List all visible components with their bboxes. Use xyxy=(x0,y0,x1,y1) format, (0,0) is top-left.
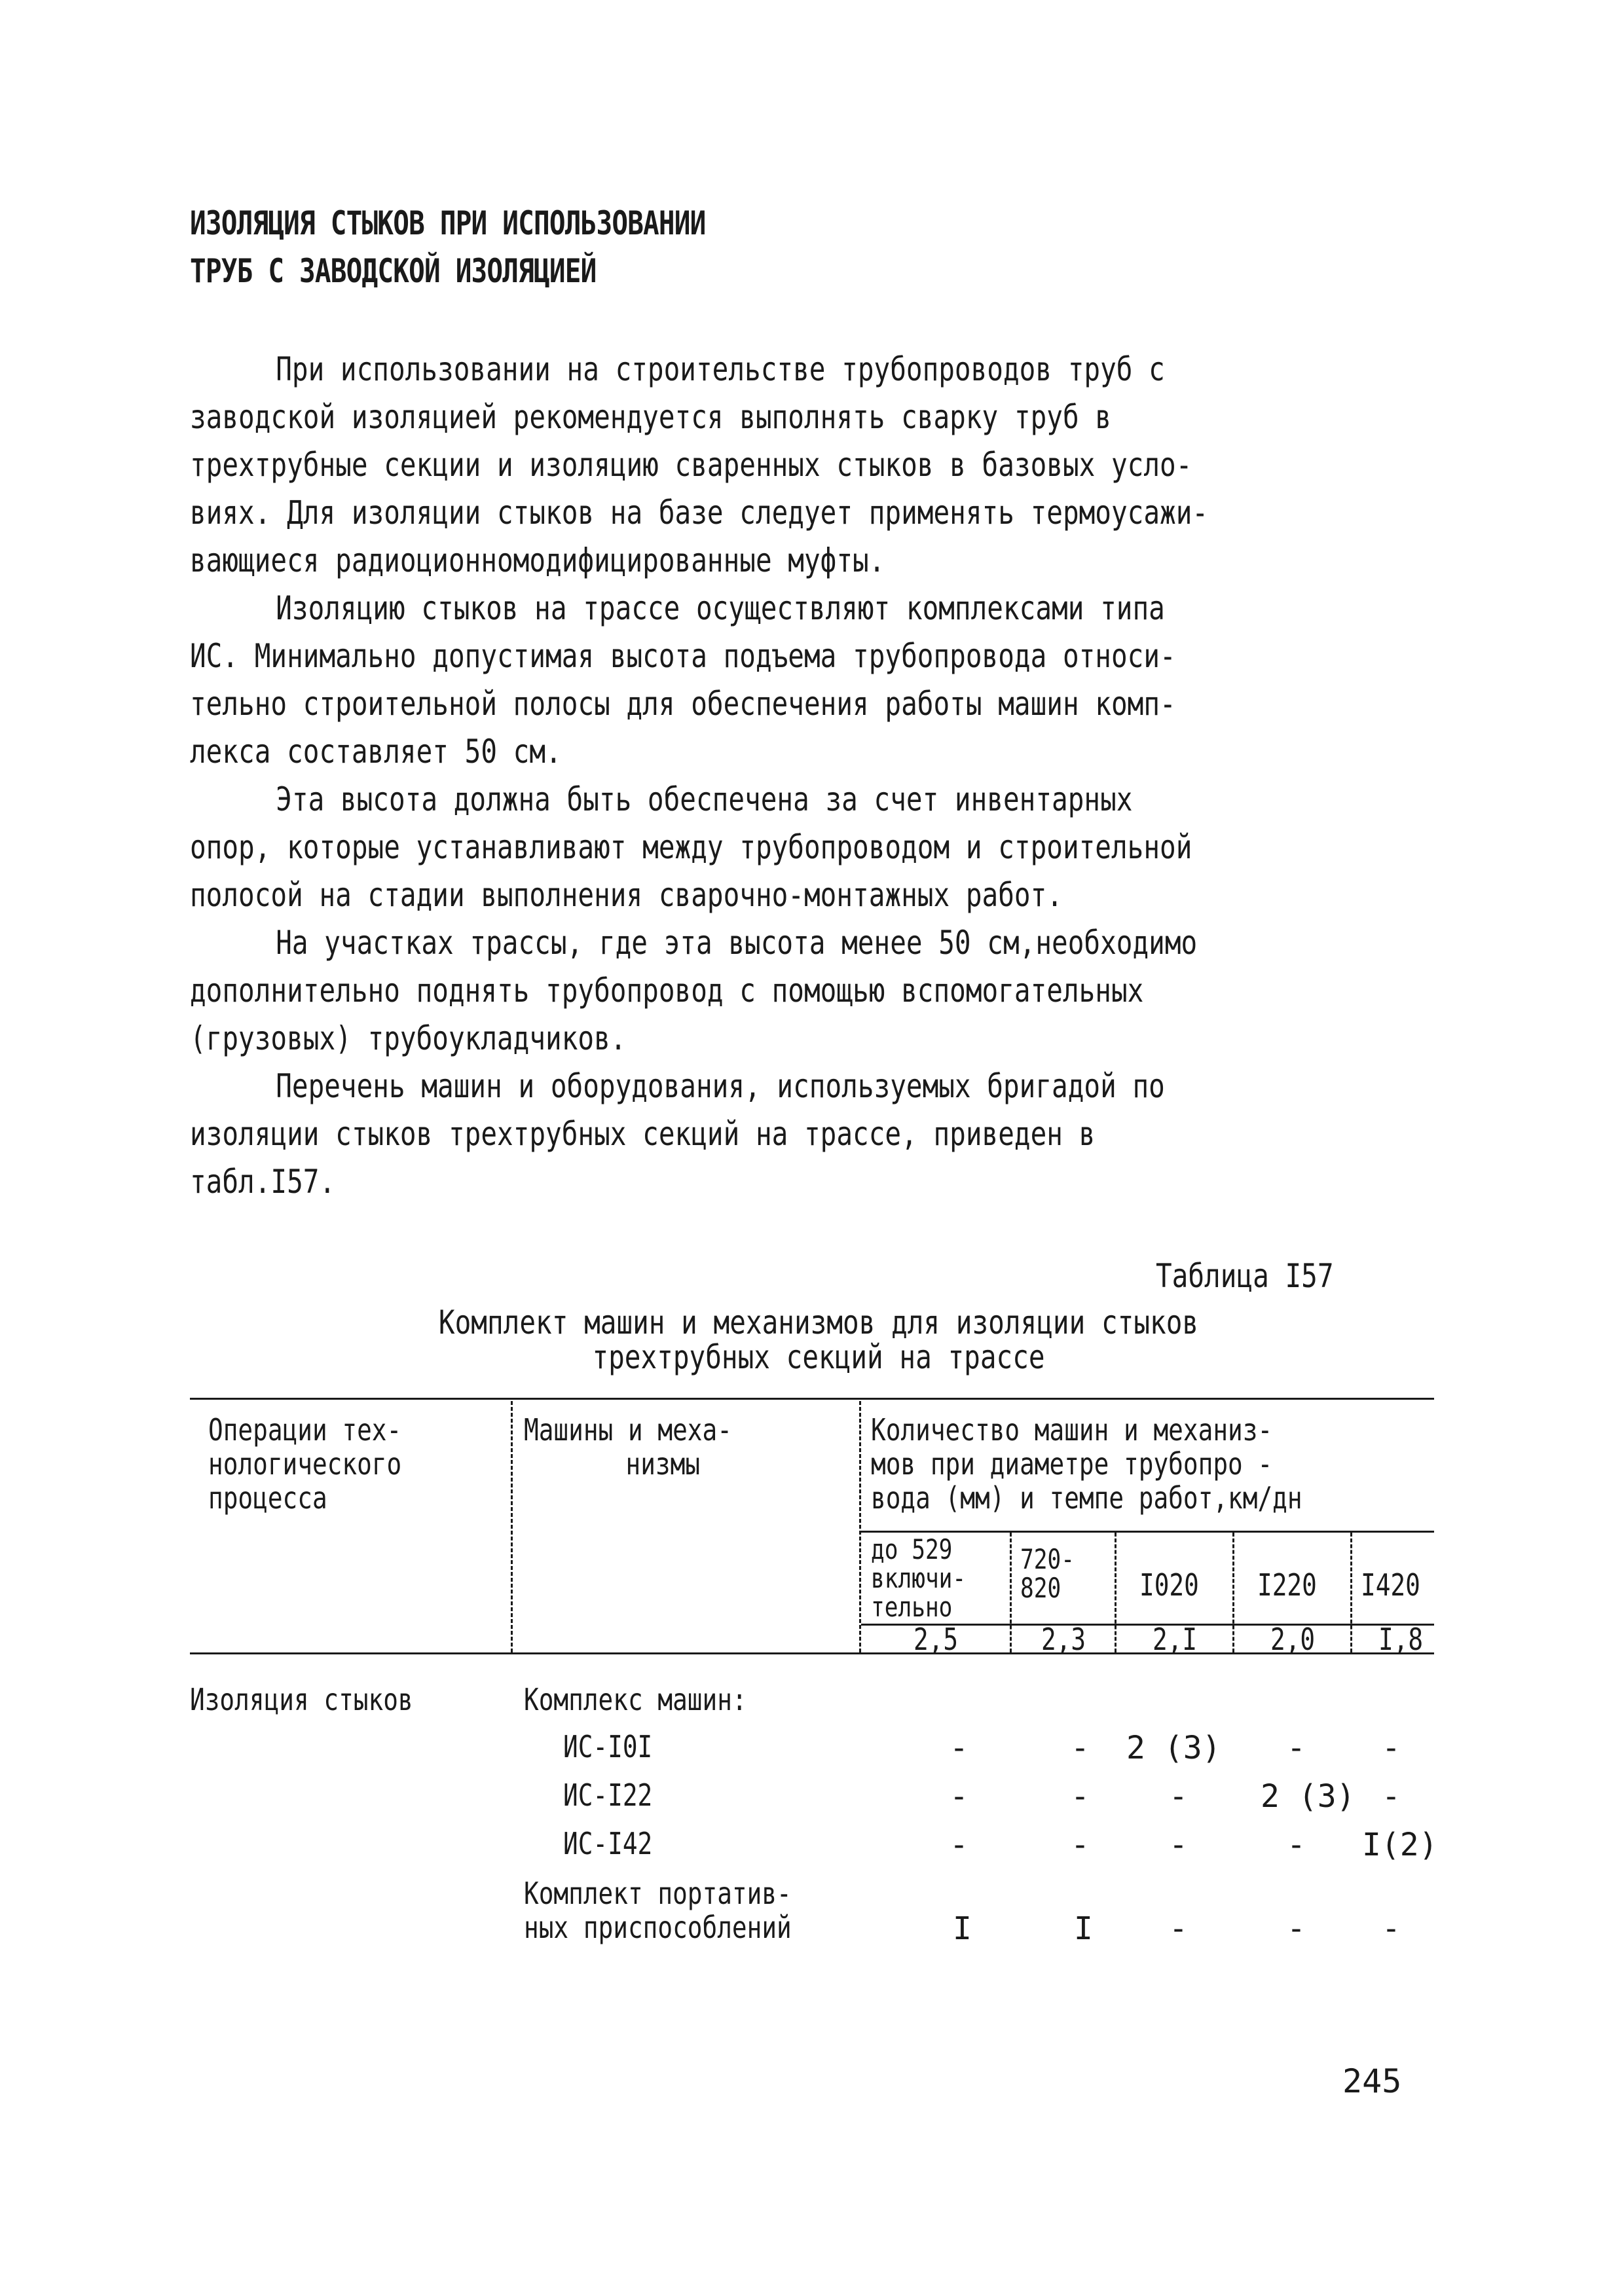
page-number: 245 xyxy=(1342,2062,1402,2100)
qty-value: I xyxy=(953,1910,972,1947)
machine-name: ИС-I0I xyxy=(563,1729,653,1764)
text-line: тельно строительной полосы для обеспечения работы машин комп- xyxy=(190,685,1176,723)
qty-value: I xyxy=(1074,1910,1093,1947)
tempo-value: 2,3 xyxy=(1041,1622,1086,1657)
header-quantity: Количество машин и механиз- мов при диаметре трубопро - вода (мм) и темпе работ,км/дн xyxy=(871,1412,1302,1516)
qty-value: 2 (3) xyxy=(1126,1730,1221,1766)
text-line: дополнительно поднять трубопровод с помощью вспомогательных xyxy=(190,972,1144,1010)
qty-value: - xyxy=(1382,1778,1401,1815)
text-line: заводской изоляцией рекомендуется выполнять сварку труб в xyxy=(190,398,1112,436)
qty-value: - xyxy=(1287,1827,1306,1863)
header-diameter-720-820: 720- 820 xyxy=(1020,1543,1075,1604)
body-paragraph-5 xyxy=(190,1063,1165,1206)
text-line: ИС. Минимально допустимая высота подъема трубопровода относи- xyxy=(190,637,1176,675)
text-line: Изоляцию стыков на трассе осуществляют комплексами типа xyxy=(276,589,1165,627)
text-line: полосой на стадии выполнения сварочно-монтажных работ. xyxy=(190,876,1063,914)
qty-value: - xyxy=(1382,1910,1401,1947)
group-label: Комплекс машин: xyxy=(524,1682,747,1717)
body-paragraph-4 xyxy=(190,919,1197,1063)
portable-kit-name: Комплект портатив- ных приспособлений xyxy=(524,1876,792,1945)
body-paragraph-2 xyxy=(190,585,1176,776)
tempo-value: 2,5 xyxy=(913,1622,959,1657)
qty-value: - xyxy=(1287,1910,1306,1947)
text-line: лекса составляет 50 см. xyxy=(190,733,562,771)
text-line: Перечень машин и оборудования, используемых бригадой по xyxy=(276,1067,1165,1105)
qty-value: - xyxy=(1071,1827,1090,1863)
machine-name: ИС-I22 xyxy=(563,1777,653,1813)
qty-value: - xyxy=(950,1827,969,1863)
table-col-divider xyxy=(1115,1533,1116,1652)
section-heading-line-1: ИЗОЛЯЦИЯ СТЫКОВ ПРИ ИСПОЛЬЗОВАНИИ xyxy=(190,204,706,242)
tempo-value: 2,I xyxy=(1153,1622,1198,1657)
operation-name: Изоляция стыков xyxy=(190,1682,413,1717)
table-title-line-1: Комплект машин и механизмов для изоляции стыков xyxy=(438,1303,1199,1341)
header-diameter-529: до 529 включи- тельно xyxy=(871,1533,967,1623)
tempo-value: 2,0 xyxy=(1270,1622,1316,1657)
text-line: трехтрубные секции и изоляцию сваренных стыков в базовых усло- xyxy=(190,446,1192,484)
body-paragraph-1 xyxy=(190,346,1208,585)
qty-value: - xyxy=(1169,1910,1188,1947)
qty-value: I(2) xyxy=(1362,1827,1438,1863)
header-operations: Операции тех- нологического процесса xyxy=(208,1412,402,1516)
table-col-divider xyxy=(859,1401,861,1652)
table-label: Таблица I57 xyxy=(1156,1257,1334,1295)
qty-value: - xyxy=(950,1730,969,1766)
qty-value: - xyxy=(1071,1778,1090,1815)
table-sub-rule xyxy=(861,1531,1434,1533)
qty-value: - xyxy=(1382,1730,1401,1766)
text-line: (грузовых) трубоукладчиков. xyxy=(190,1019,627,1057)
text-line: табл.I57. xyxy=(190,1163,336,1201)
table-header-rule xyxy=(190,1652,1434,1654)
section-heading-line-2: ТРУБ С ЗАВОДСКОЙ ИЗОЛЯЦИЕЙ xyxy=(190,252,597,290)
table-col-divider xyxy=(511,1401,513,1652)
tempo-value: I,8 xyxy=(1378,1622,1424,1657)
qty-value: - xyxy=(1071,1730,1090,1766)
header-machines: Машины и меха- низмы xyxy=(524,1412,732,1482)
header-diameter-1420: I420 xyxy=(1361,1567,1420,1603)
table-col-divider xyxy=(1232,1533,1234,1652)
text-line: опор, которые устанавливают между трубопроводом и строительной xyxy=(190,828,1192,866)
header-diameter-1020: I020 xyxy=(1139,1567,1199,1603)
text-line: виях. Для изоляции стыков на базе следует применять термоусажи- xyxy=(190,494,1209,532)
qty-value: 2 (3) xyxy=(1261,1778,1356,1815)
qty-value: - xyxy=(950,1778,969,1815)
header-diameter-1220: I220 xyxy=(1257,1567,1317,1603)
table-col-divider xyxy=(1010,1533,1012,1652)
text-line: вающиеся радиоционномодифицированные муфты. xyxy=(190,541,885,579)
table-col-divider xyxy=(1350,1533,1352,1652)
text-line: Эта высота должна быть обеспечена за счет инвентарных xyxy=(276,780,1133,818)
table-title-line-2: трехтрубных секций на трассе xyxy=(592,1338,1045,1376)
text-line: При использовании на строительстве трубопроводов труб с xyxy=(276,350,1165,388)
machine-name: ИС-I42 xyxy=(563,1826,653,1861)
text-line: изоляции стыков трехтрубных секций на трассе, приведен в xyxy=(190,1115,1096,1153)
text-line: На участках трассы, где эта высота менее 50 см,необходимо xyxy=(276,924,1198,962)
table-top-rule xyxy=(190,1398,1434,1400)
qty-value: - xyxy=(1169,1827,1188,1863)
qty-value: - xyxy=(1287,1730,1306,1766)
body-paragraph-3 xyxy=(190,776,1192,919)
qty-value: - xyxy=(1169,1778,1188,1815)
